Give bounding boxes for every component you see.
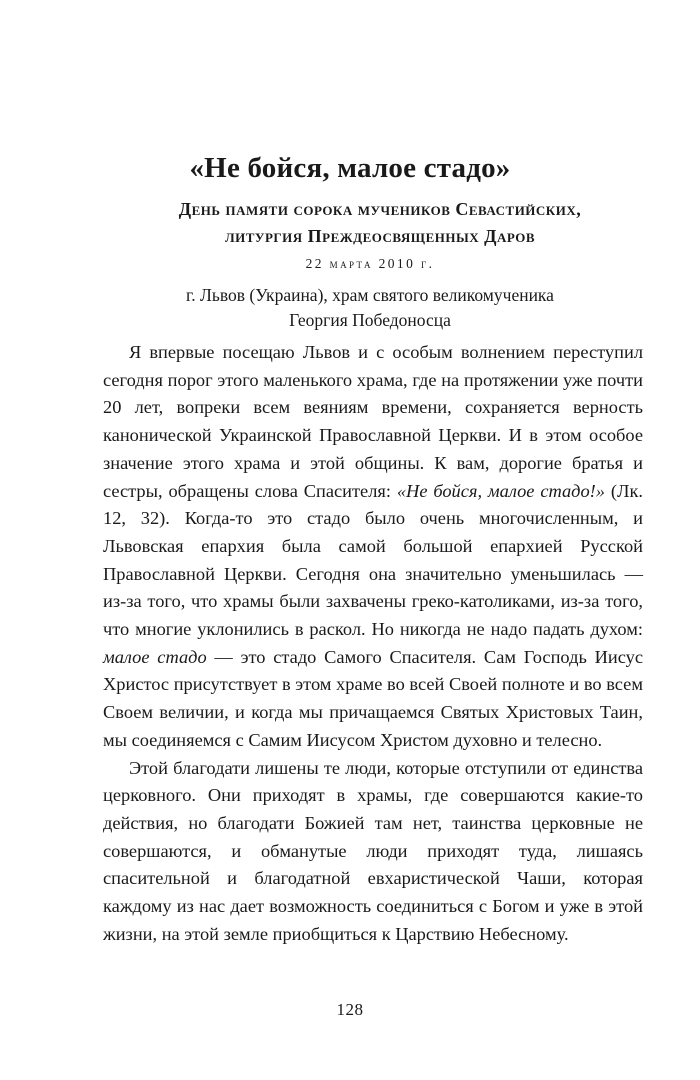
paragraph-1-part-1: Я впервые посещаю Львов и с особым волнением переступил сегодня порог этого маленького храма, где на протяжении уже почти 20 лет, вопреки всем веяниям времени, сохраняется верность канонической Украинской Православной Церкви. И в этом особое значение этого храма и этой общины. К вам, дорогие братья и сестры, обращены слова Спасителя: xyxy=(103,342,643,501)
page-title: «Не бойся, малое стадо» xyxy=(189,152,511,184)
paragraph-1-part-3: — это стадо Самого Спасителя. Сам Господь Иисус Христос присутствует в этом храме во всей Своей полноте и во всем Своем величии, и когда мы причащаемся Святых Христовых Таин, мы соединяемся с Самим Иисусом Христом духовно и телесно. xyxy=(103,646,644,750)
subtitle xyxy=(120,196,640,250)
place-line-1: г. Львов (Украина), храм святого великомученика xyxy=(186,285,554,305)
scripture-quote: «Не бойся, малое стадо!» xyxy=(396,480,605,501)
subtitle-line-1: День памяти сорока мучеников Севастийских, xyxy=(178,199,582,219)
page-number: 128 xyxy=(336,1000,364,1019)
emphasis-phrase: малое стадо xyxy=(103,646,207,667)
paragraph-1 xyxy=(103,339,643,755)
subtitle-line-2: литургия Преждеосвященных Даров xyxy=(224,226,536,246)
paragraph-1-part-2: (Лк. 12, 32). Когда-то это стадо было очень многочисленным, и Львовская епархия была самой большой епархией Русской Православной Церкви. Сегодня она значительно уменьшилась — из-за того, что храмы были захвачены греко-католиками, из-за того, что многие уклонились в раскол. Но никогда не надо падать духом: xyxy=(103,480,643,640)
sermon-date: 22 марта 2010 г. xyxy=(305,256,435,271)
place-line-2: Георгия Победоносца xyxy=(289,310,451,330)
sermon-place xyxy=(160,283,580,333)
paragraph-2: Этой благодати лишены те люди, которые отступили от единства церковного. Они приходят в храмы, где совершаются какие-то действия, но благодати Божией там нет, таинства церковные не совершаются, и обманутые люди приходят туда, лишаясь спасительной и благодатной евхаристической Чаши, которая каждому из нас дает возможность соединиться с Богом и уже в этой жизни, на этой земле приобщиться к Царствию Небесному. xyxy=(103,757,643,944)
body-text xyxy=(103,339,643,948)
